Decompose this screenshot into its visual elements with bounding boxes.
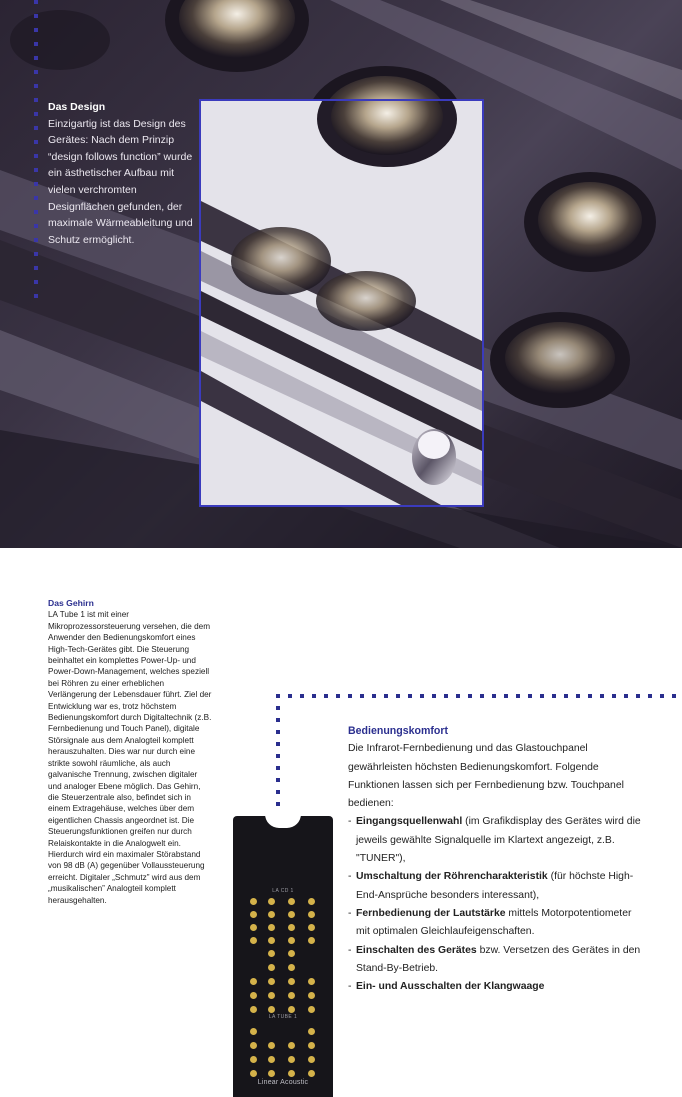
- dot: [300, 694, 304, 698]
- remote-button: [250, 924, 257, 931]
- dot: [504, 694, 508, 698]
- dotted-rule-vertical: [276, 694, 282, 824]
- list-item: [348, 868, 648, 905]
- remote-button: [250, 1006, 257, 1013]
- remote-button: [250, 1070, 257, 1077]
- dot: [564, 694, 568, 698]
- dot: [276, 766, 280, 770]
- remote-button: [308, 911, 315, 918]
- dot: [444, 694, 448, 698]
- dot: [276, 742, 280, 746]
- dot: [276, 754, 280, 758]
- dot: [612, 694, 616, 698]
- list-item: [348, 813, 648, 868]
- dot: [528, 694, 532, 698]
- list-item-bold: Eingangsquellenwahl: [356, 816, 463, 828]
- remote-button: [288, 1070, 295, 1077]
- dot: [384, 694, 388, 698]
- remote-button: [308, 1070, 315, 1077]
- remote-button: [288, 964, 295, 971]
- remote-button: [288, 924, 295, 931]
- remote-button: [268, 911, 275, 918]
- dot: [276, 730, 280, 734]
- comfort-intro: Die Infrarot-Fernbedienung und das Glastouchpanel gewährleisten höchsten Bedienungskomfort. Folgende Funktionen lassen sich per Fernbedienung bzw. Touchpanel bedienen:: [348, 743, 624, 810]
- dot: [456, 694, 460, 698]
- dot: [420, 694, 424, 698]
- remote-button: [268, 992, 275, 999]
- remote-button: [250, 1056, 257, 1063]
- list-item-text: (für höchste High-End-Ansprüche besonders interessant),: [356, 871, 634, 901]
- tube-detail-photo: [201, 101, 482, 505]
- brain-body: LA Tube 1 ist mit einer Mikroprozessorsteuerung versehen, die dem Anwender den Bedienungskomfort eines High-Tech-Gerätes gibt. Die Steuerung beinhaltet ein komplettes Power-Up- und Power-Down-Management, welches speziell bei Röhren zu einer erheblichen Verlängerung der Lebensdauer führt. Ziel der Entwicklung war es, trotz höchstem Bedienungskomfort durch Digitaltechnik (z.B. Fernbedienung und Touch Panel), digitale Störsignale aus dem Analogteil komplett herauszuhalten. Dies war nur durch eine strikte sowohl räumliche, als auch galvanische Trennung, zwischen digitaler und analoger Ebene möglich. Das Gehirn, die Steuerzentrale also, befindet sich in einem Extragehäuse, welches über dem eigentlichen Chassis angeordnet ist. Die Steuerungsfunktionen greifen nur durch Relaiskontakte in die Analogwelt ein. Hierdurch wird ein maximaler Störabstand von 98 dB (A) gegenüber Vollaussteuerung erreicht. Digitaler „Schmutz” wird aus dem „musikalischen” Analogteil komplett herausgehalten.: [48, 610, 212, 905]
- remote-label-mid: LA TUBE 1: [268, 1014, 298, 1020]
- dot: [588, 694, 592, 698]
- remote-button: [308, 1042, 315, 1049]
- dot: [336, 694, 340, 698]
- design-heading: Das Design: [48, 101, 106, 113]
- remote-button: [308, 898, 315, 905]
- remote-button: [250, 898, 257, 905]
- remote-button: [250, 978, 257, 985]
- dot: [276, 706, 280, 710]
- dot: [276, 718, 280, 722]
- detail-frame: [199, 99, 484, 507]
- brain-text-block: [48, 598, 213, 906]
- dot: [432, 694, 436, 698]
- list-item-bold: Ein- und Ausschalten der Klangwaage: [356, 981, 545, 993]
- brain-heading: Das Gehirn: [48, 598, 94, 608]
- remote-button: [288, 1056, 295, 1063]
- design-text-block: [48, 99, 198, 248]
- list-item-text: (im Grafikdisplay des Gerätes wird die jeweils gewählte Signalquelle im Klartext angezeigt, z.B. "TUNER"),: [356, 816, 641, 865]
- list-item-text: mittels Motorpotentiometer mit optimalen Gleichlaufeigenschaften.: [356, 907, 632, 938]
- dot: [360, 694, 364, 698]
- comfort-list: [348, 813, 648, 996]
- list-item-bold: Fernbedienung der Lautstärke: [356, 907, 506, 919]
- remote-button: [268, 964, 275, 971]
- remote-control: [233, 816, 333, 1097]
- remote-button: [268, 937, 275, 944]
- list-item: [348, 942, 648, 979]
- dot: [492, 694, 496, 698]
- dot: [276, 790, 280, 794]
- dot: [624, 694, 628, 698]
- list-item: [348, 978, 648, 996]
- remote-label-top: LA CD 1: [272, 888, 294, 894]
- remote-button: [308, 992, 315, 999]
- dot: [480, 694, 484, 698]
- dot: [600, 694, 604, 698]
- list-item-bold: Umschaltung der Röhrencharakteristik: [356, 871, 548, 883]
- list-item: [348, 905, 648, 942]
- remote-button: [288, 911, 295, 918]
- dot: [276, 778, 280, 782]
- dotted-rule-top: [276, 694, 682, 700]
- remote-button: [268, 1042, 275, 1049]
- design-photo: [0, 0, 682, 548]
- list-item-text: bzw. Versetzen des Gerätes in den Stand-By-Betrieb.: [356, 944, 641, 974]
- remote-button: [268, 1070, 275, 1077]
- remote-button: [308, 1006, 315, 1013]
- dot: [312, 694, 316, 698]
- dot: [348, 694, 352, 698]
- remote-brand-logo: Linear Acoustic: [257, 1079, 309, 1086]
- remote-button: [288, 950, 295, 957]
- remote-button: [250, 992, 257, 999]
- remote-button: [268, 1056, 275, 1063]
- remote-button: [268, 898, 275, 905]
- remote-button: [288, 898, 295, 905]
- remote-button: [288, 937, 295, 944]
- dot: [660, 694, 664, 698]
- dot: [552, 694, 556, 698]
- dot: [396, 694, 400, 698]
- dot: [576, 694, 580, 698]
- dot: [636, 694, 640, 698]
- dot: [648, 694, 652, 698]
- remote-button: [250, 911, 257, 918]
- remote-button: [268, 950, 275, 957]
- dot: [408, 694, 412, 698]
- remote-button: [288, 978, 295, 985]
- dot: [516, 694, 520, 698]
- remote-button: [288, 992, 295, 999]
- remote-button: [308, 1028, 315, 1035]
- dot: [468, 694, 472, 698]
- dot: [672, 694, 676, 698]
- dot: [372, 694, 376, 698]
- dot: [288, 694, 292, 698]
- comfort-heading: Bedienungskomfort: [348, 725, 449, 737]
- remote-button: [268, 1006, 275, 1013]
- remote-button: [288, 1042, 295, 1049]
- dotted-rule-left: [34, 0, 40, 320]
- remote-notch: [265, 814, 301, 828]
- list-item-bold: Einschalten des Gerätes: [356, 944, 477, 956]
- remote-button: [308, 924, 315, 931]
- dot: [540, 694, 544, 698]
- remote-button: [308, 1056, 315, 1063]
- dot: [324, 694, 328, 698]
- remote-button: [268, 924, 275, 931]
- remote-button: [268, 978, 275, 985]
- design-body: Einzigartig ist das Design des Gerätes: Nach dem Prinzip “design follows function” wurde ein ästhetischer Aufbau mit vielen verchromten Designflächen gefunden, der maximale Wärmeableitung und Schutz ermöglicht.: [48, 117, 193, 246]
- remote-button: [250, 937, 257, 944]
- remote-button: [308, 978, 315, 985]
- remote-button: [288, 1006, 295, 1013]
- comfort-text-block: [348, 722, 648, 996]
- dot: [276, 802, 280, 806]
- remote-button: [250, 1042, 257, 1049]
- remote-button: [250, 1028, 257, 1035]
- remote-button: [308, 937, 315, 944]
